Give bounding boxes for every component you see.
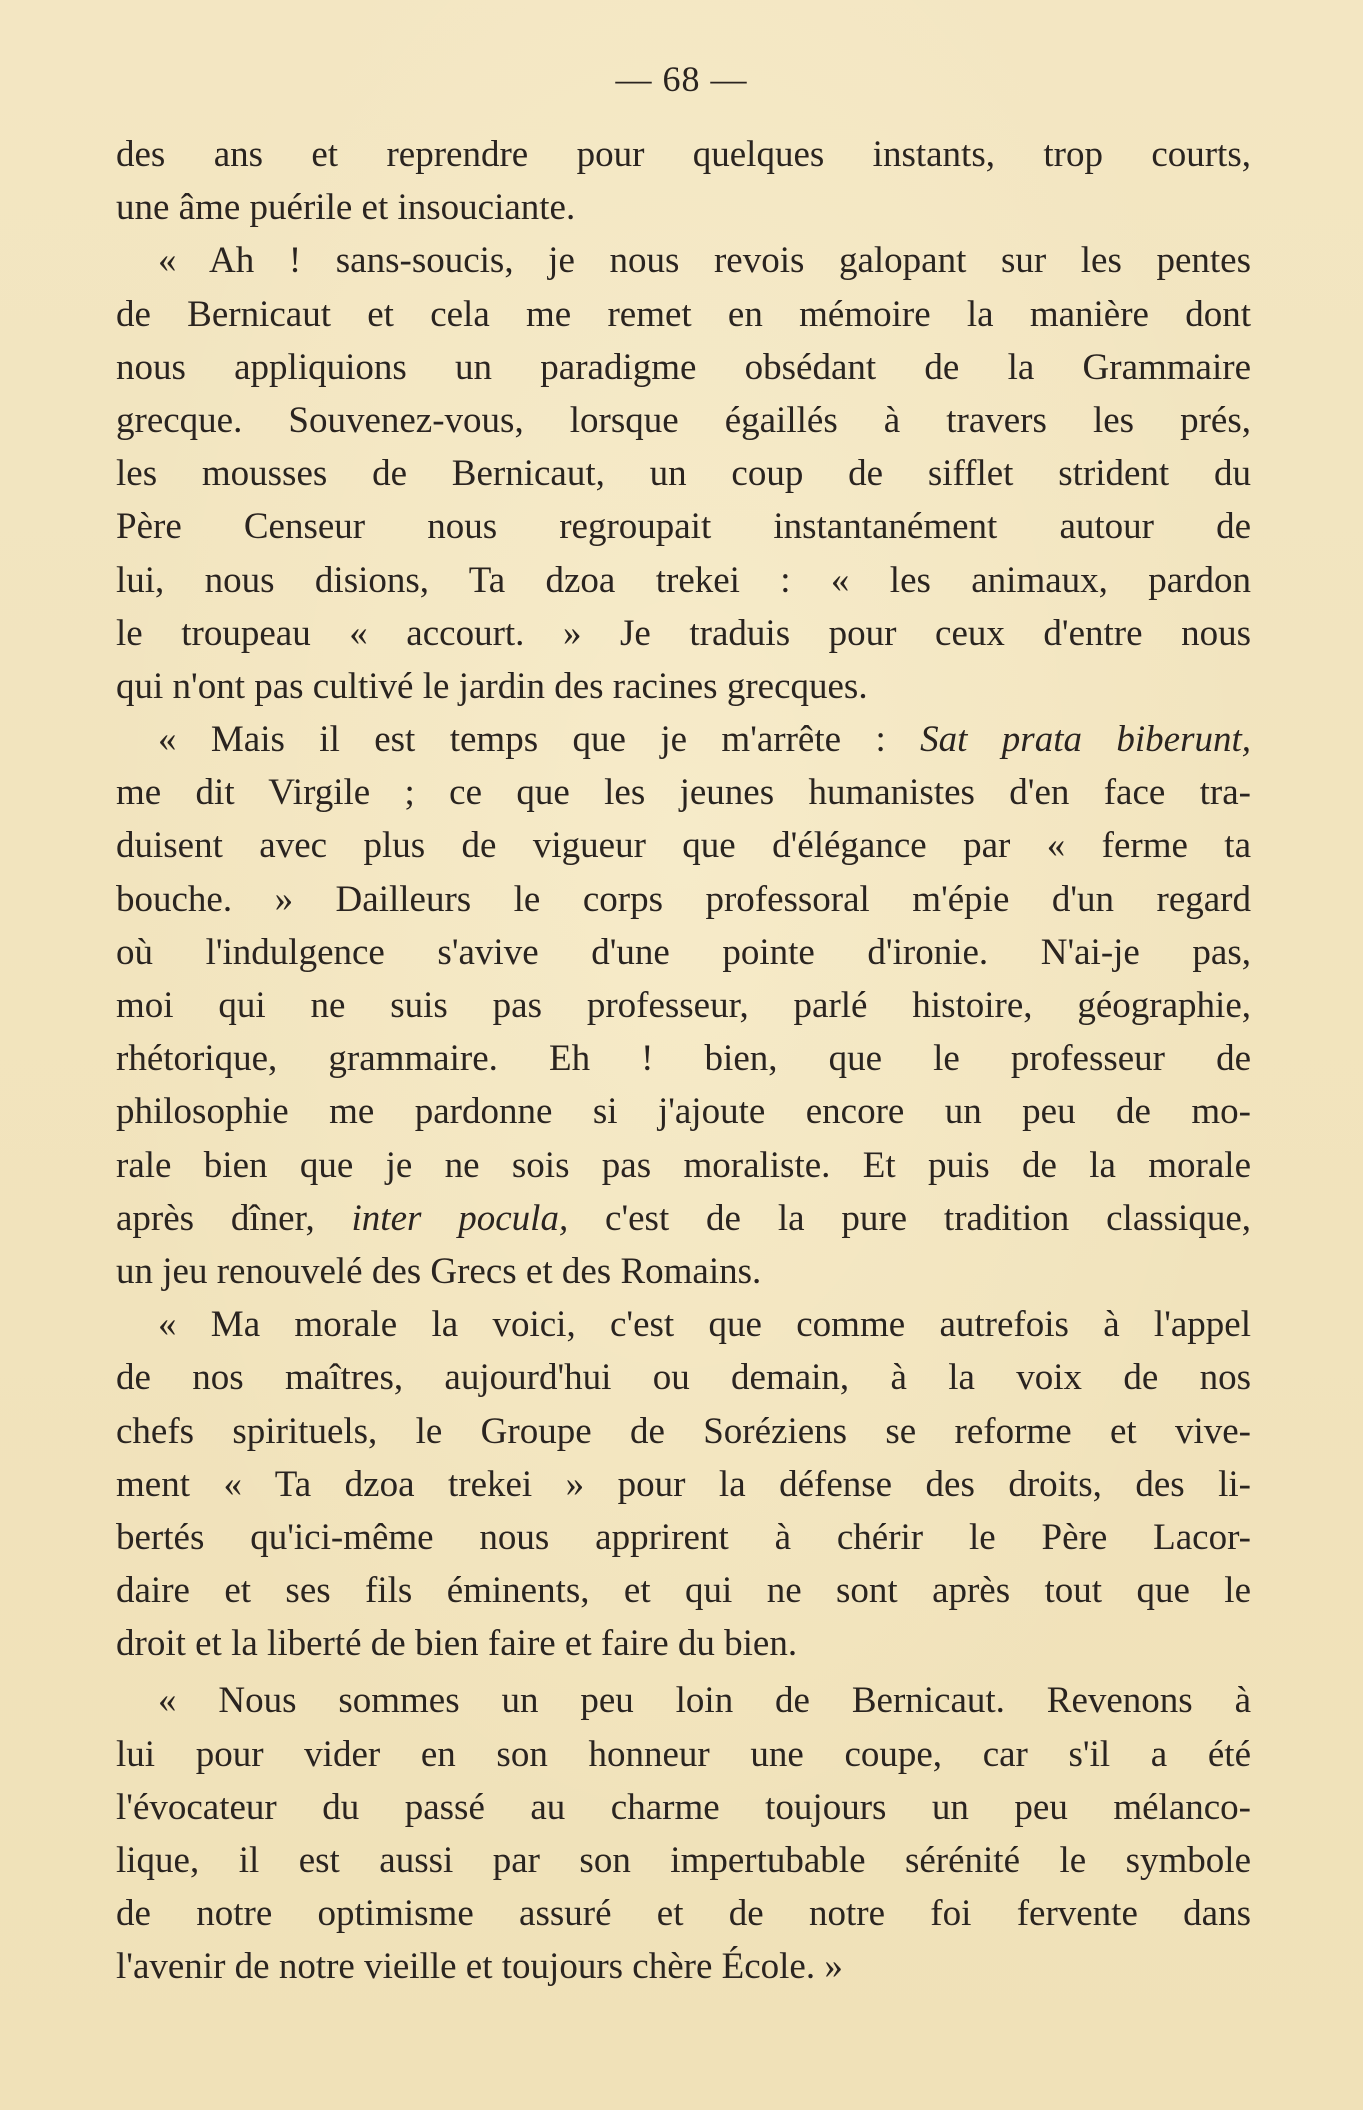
text-line: « Ma morale la voici, c'est que comme autrefois à l'appel [158, 1304, 1251, 1346]
text-line: daire et ses fils éminents, et qui ne sont après tout que le [116, 1570, 1251, 1612]
text-run: c'est de la pure tradition classique, [568, 1197, 1251, 1239]
text-line: des ans et reprendre pour quelques instants, trop courts, [116, 134, 1251, 175]
text-line: l'évocateur du passé au charme toujours un peu mélanco- [116, 1786, 1251, 1828]
text-line: rale bien que je ne sois pas moraliste. Et puis de la morale [116, 1144, 1251, 1186]
text-run: après dîner, [116, 1197, 352, 1239]
text-line: bouche. » Dailleurs le corps professoral m'épie d'un regard [116, 878, 1251, 920]
text-line: de Bernicaut et cela me remet en mémoire la manière dont [116, 293, 1251, 335]
text-line: qui n'ont pas cultivé le jardin des racines grecques. [116, 665, 868, 707]
latin-phrase: inter pocula, [351, 1197, 569, 1239]
body-text [116, 128, 1251, 1994]
text-line: moi qui ne suis pas professeur, parlé histoire, géographie, [116, 985, 1251, 1026]
text-line: une âme puérile et insouciante. [116, 187, 576, 229]
text-run: « Mais il est temps que je m'arrête : [158, 719, 921, 761]
text-line: me dit Virgile ; ce que les jeunes humanistes d'en face tra- [116, 772, 1251, 814]
text-line: de notre optimisme assuré et de notre foi fervente dans [116, 1893, 1251, 1935]
text-line: rhétorique, grammaire. Eh ! bien, que le professeur de [116, 1038, 1251, 1080]
text-line: « Nous sommes un peu loin de Bernicaut. Revenons à [158, 1680, 1251, 1722]
text-line: le troupeau « accourt. » Je traduis pour ceux d'entre nous [116, 612, 1251, 654]
text-line: lui pour vider en son honneur une coupe, car s'il a été [116, 1733, 1251, 1775]
text-line: un jeu renouvelé des Grecs et des Romains. [116, 1250, 762, 1292]
text-line: lique, il est aussi par son impertubable sérénité le symbole [116, 1840, 1251, 1881]
text-line: l'avenir de notre vieille et toujours chère École. » [116, 1946, 843, 1988]
text-line: « Ah ! sans-soucis, je nous revois galopant sur les pentes [158, 240, 1251, 282]
text-line: où l'indulgence s'avive d'une pointe d'ironie. N'ai-je pas, [116, 931, 1251, 973]
text-line: chefs spirituels, le Groupe de Soréziens se reforme et vive- [116, 1410, 1251, 1452]
text-line: les mousses de Bernicaut, un coup de sifflet strident du [116, 453, 1251, 495]
text-line: grecque. Souvenez-vous, lorsque égaillés à travers les prés, [116, 399, 1251, 441]
text-line: droit et la liberté de bien faire et faire du bien. [116, 1623, 798, 1665]
latin-quote: Sat prata biberunt, [920, 719, 1251, 761]
text-line: de nos maîtres, aujourd'hui ou demain, à la voix de nos [116, 1357, 1251, 1399]
text-line: philosophie me pardonne si j'ajoute encore un peu de mo- [116, 1091, 1251, 1133]
text-line: nous appliquions un paradigme obsédant de la Grammaire [116, 346, 1251, 388]
text-line [116, 713, 1251, 766]
page-number: — 68 — [615, 59, 748, 99]
text-line: lui, nous disions, Ta dzoa trekei : « les animaux, pardon [116, 559, 1251, 601]
text-line: ment « Ta dzoa trekei » pour la défense des droits, des li- [116, 1463, 1251, 1505]
text-line [116, 1192, 1251, 1245]
text-line: duisent avec plus de vigueur que d'élégance par « ferme ta [116, 825, 1251, 867]
text-line: Père Censeur nous regroupait instantanément autour de [116, 506, 1251, 548]
text-line: bertés qu'ici-même nous apprirent à chérir le Père Lacor- [116, 1516, 1251, 1558]
